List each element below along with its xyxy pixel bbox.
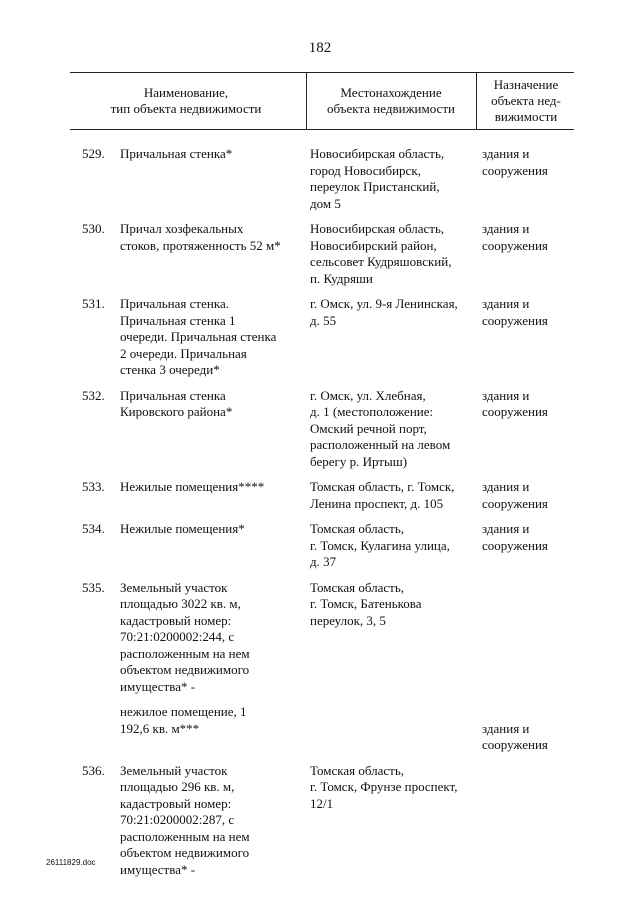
row-location: Томская область, г. Томск, Батенькова переулок, 3, 5 — [310, 579, 422, 628]
row-number: 530. — [82, 221, 105, 236]
row-number: 529. — [82, 146, 105, 161]
table-header — [70, 72, 574, 130]
row-name: Нежилые помещения**** — [120, 479, 265, 494]
row-purpose: здания и сооружения — [482, 387, 548, 419]
row-purpose: здания и сооружения — [482, 521, 548, 553]
row-number: 534. — [82, 521, 105, 536]
row-purpose: здания и сооружения — [482, 221, 548, 253]
table-row — [0, 479, 640, 512]
row-number: 535. — [82, 579, 105, 595]
row-location: Новосибирская область, Новосибирский район, сельсовет Кудряшовский, п. Кудряши — [310, 221, 452, 286]
row-location: Томская область, г. Томск, Фрунзе проспект, 12/1 — [310, 762, 458, 811]
row-location: г. Омск, ул. Хлебная, д. 1 (местоположение: Омский речной порт, расположенный на левом берегу р. Иртыш) — [310, 387, 451, 469]
page-number: 182 — [308, 40, 332, 56]
row-purpose: здания и сооружения — [482, 479, 548, 511]
table-row — [0, 580, 640, 696]
row-name: Причал хозфекальных стоков, протяженность 52 м* — [120, 221, 281, 253]
table-row — [0, 221, 640, 287]
row-purpose: здания и сооружения — [482, 146, 548, 178]
row-number: 536. — [82, 762, 105, 778]
row-purpose — [482, 580, 572, 696]
row-location: Томская область, г. Томск, Ленина проспект, д. 105 — [310, 479, 455, 511]
table-body — [0, 146, 640, 887]
row-name: Причальная стенка* — [120, 146, 233, 161]
row-number: 532. — [82, 387, 105, 403]
row-name: Нежилые помещения* — [120, 521, 245, 536]
row-name: Земельный участок площадью 3022 кв. м, кадастровый номер: 70:21:0200002:244, с расположенным на нем объектом недвижимого имущества* - — [120, 579, 250, 694]
table-row — [0, 763, 640, 879]
row-number: 533. — [82, 479, 105, 494]
row-purpose — [482, 763, 572, 879]
header-location: Местонахождение объекта недвижимости — [306, 73, 475, 129]
row-number: 531. — [82, 296, 105, 311]
row-name: Причальная стенка Кировского района* — [120, 387, 233, 419]
table-row — [0, 521, 640, 571]
header-name: Наименование, тип объекта недвижимости — [110, 85, 262, 116]
row-name: нежилое помещение, 1 192,6 кв. м*** — [120, 704, 247, 736]
file-name: 26111829.doc — [46, 858, 96, 867]
table-row — [0, 296, 640, 379]
row-name: Земельный участок площадью 296 кв. м, кадастровый номер: 70:21:0200002:287, с расположенным на нем объектом недвижимого имущества* - — [120, 762, 250, 877]
row-location: Томская область, г. Томск, Кулагина улица, д. 37 — [310, 521, 450, 569]
row-location: г. Омск, ул. 9-я Ленинская, д. 55 — [310, 296, 458, 328]
row-name: Причальная стенка. Причальная стенка 1 очереди. Причальная стенка 2 очереди. Причальная стенка 3 очереди* — [120, 296, 277, 377]
row-purpose: здания и сооружения — [482, 296, 548, 328]
row-location — [310, 704, 476, 754]
header-purpose: Назначение объекта нед- вижимости — [476, 73, 575, 129]
row-location: Новосибирская область, город Новосибирск, переулок Пристанский, дом 5 — [310, 146, 445, 211]
table-row — [0, 704, 640, 754]
table-row — [0, 388, 640, 471]
row-purpose: здания и сооружения — [482, 720, 548, 752]
table-row — [0, 146, 640, 212]
